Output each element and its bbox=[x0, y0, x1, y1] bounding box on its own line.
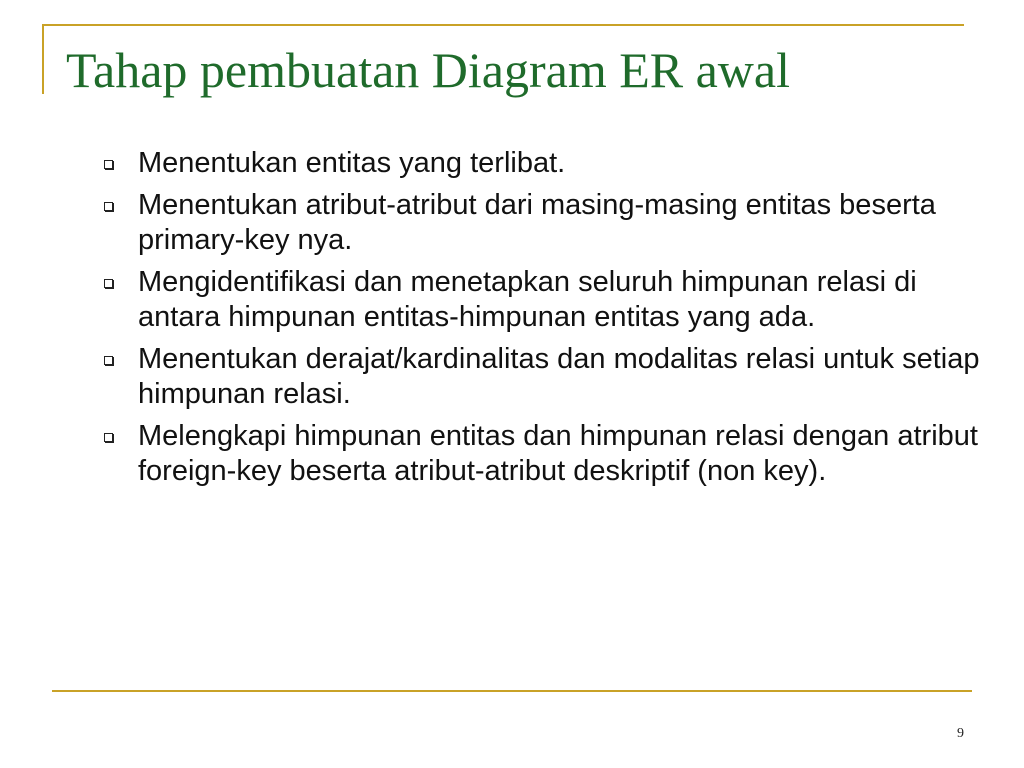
bullet-text: Menentukan derajat/kardinalitas dan modalitas relasi untuk setiap himpunan relasi. bbox=[138, 343, 980, 410]
bullet-item bbox=[100, 419, 980, 489]
hollow-square-bullet-icon bbox=[104, 356, 113, 365]
hollow-square-bullet-icon bbox=[104, 433, 113, 442]
bullet-list bbox=[100, 146, 980, 496]
bullet-text: Mengidentifikasi dan menetapkan seluruh himpunan relasi di antara himpunan entitas-himpunan entitas yang ada. bbox=[138, 266, 917, 333]
slide-title: Tahap pembuatan Diagram ER awal bbox=[66, 42, 790, 98]
hollow-square-bullet-icon bbox=[104, 202, 113, 211]
hollow-square-bullet-icon bbox=[104, 279, 113, 288]
bottom-divider-line bbox=[52, 690, 972, 692]
bullet-text: Menentukan atribut-atribut dari masing-masing entitas beserta primary-key nya. bbox=[138, 189, 936, 256]
hollow-square-bullet-icon bbox=[104, 160, 113, 169]
bullet-text: Melengkapi himpunan entitas dan himpunan relasi dengan atribut foreign-key beserta atribut-atribut deskriptif (non key). bbox=[138, 420, 978, 487]
bullet-item bbox=[100, 265, 980, 335]
bullet-item bbox=[100, 188, 980, 258]
page-number: 9 bbox=[957, 726, 964, 741]
bullet-item bbox=[100, 146, 980, 181]
left-accent-line bbox=[42, 24, 44, 94]
bullet-text: Menentukan entitas yang terlibat. bbox=[138, 147, 566, 179]
bullet-item bbox=[100, 342, 980, 412]
top-divider-line bbox=[42, 24, 964, 26]
